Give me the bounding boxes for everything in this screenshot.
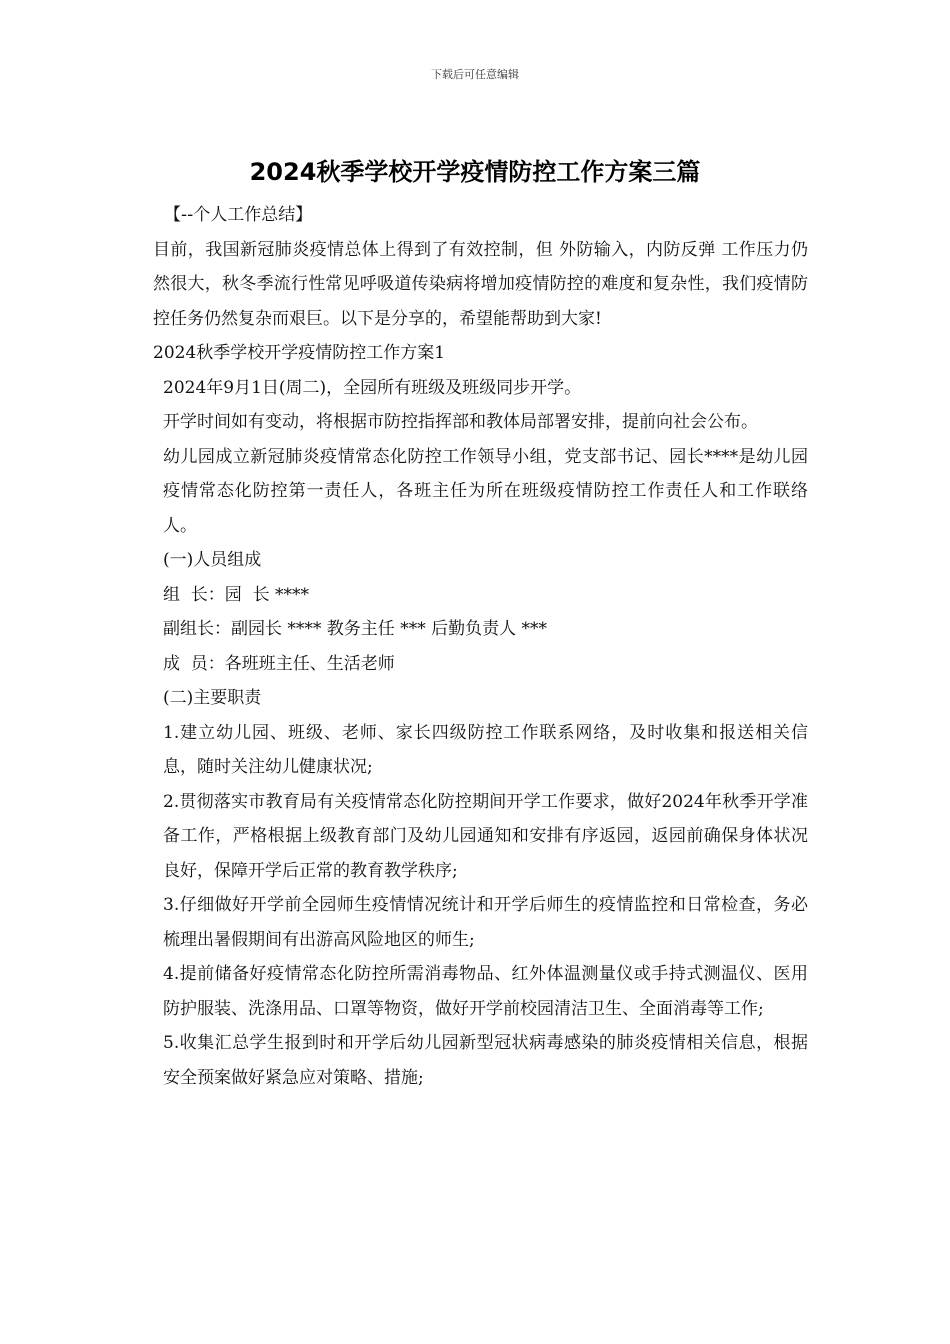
duty-item-4: 4.提前储备好疫情常态化防控所需消毒物品、红外体温测量仪或手持式测温仪、医用防护服装、洗涤用品、口罩等物资，做好开学前校园清洁卫生、全面消毒等工作;	[163, 964, 808, 1019]
document-title: 2024秋季学校开学疫情防控工作方案三篇	[249, 158, 701, 186]
section-heading: 2024秋季学校开学疫情防控工作方案1	[153, 343, 446, 363]
document-body	[144, 198, 808, 1095]
duty-item-1: 1.建立幼儿园、班级、老师、家长四级防控工作联系网络，及时收集和报送相关信息，随时关注幼儿健康状况;	[163, 722, 808, 777]
paragraph-schedule-change: 开学时间如有变动，将根据市防控指挥部和教体局部署安排，提前向社会公布。	[163, 412, 758, 432]
category-tag: 【--个人工作总结】	[164, 205, 313, 225]
staff-members: 成 员：各班班主任、生活老师	[163, 653, 395, 674]
paragraph-leadership-group: 幼儿园成立新冠肺炎疫情常态化防控工作领导小组，党支部书记、园长****是幼儿园疫情常态化防控第一责任人，各班主任为所在班级疫情防控工作责任人和工作联络人。	[163, 446, 808, 536]
duty-item-3: 3.仔细做好开学前全园师生疫情情况统计和开学后师生的疫情监控和日常检查，务必梳理出暑假期间有出游高风险地区的师生;	[163, 895, 808, 950]
duty-item-5: 5.收集汇总学生报到时和开学后幼儿园新型冠状病毒感染的肺炎疫情相关信息，根据安全预案做好紧急应对策略、措施;	[163, 1033, 808, 1088]
staff-deputy: 副组长：副园长 **** 教务主任 *** 后勤负责人 ***	[163, 619, 548, 639]
duty-item-2: 2.贯彻落实市教育局有关疫情常态化防控期间开学工作要求，做好2024年秋季开学准备工作，严格根据上级教育部门及幼儿园通知和安排有序返园，返园前确保身体状况良好，保障开学后正常的教育教学秩序;	[163, 791, 808, 881]
page-header-note: 下载后可任意编辑	[431, 68, 519, 81]
paragraph-opening-date: 2024年9月1日(周二)，全园所有班级及班级同步开学。	[163, 377, 582, 398]
intro-paragraph: 目前，我国新冠肺炎疫情总体上得到了有效控制，但 外防输入，内防反弹 工作压力仍然很大，秋冬季流行性常见呼吸道传染病将增加疫情防控的难度和复杂性，我们疫情防控任务仍然复杂而艰巨。以下是分享的，希望能帮助到大家!	[153, 239, 808, 329]
subheading-staff: (一)人员组成	[163, 550, 262, 570]
staff-leader: 组 长：园 长 ****	[163, 584, 310, 605]
subheading-duties: (二)主要职责	[163, 688, 262, 708]
